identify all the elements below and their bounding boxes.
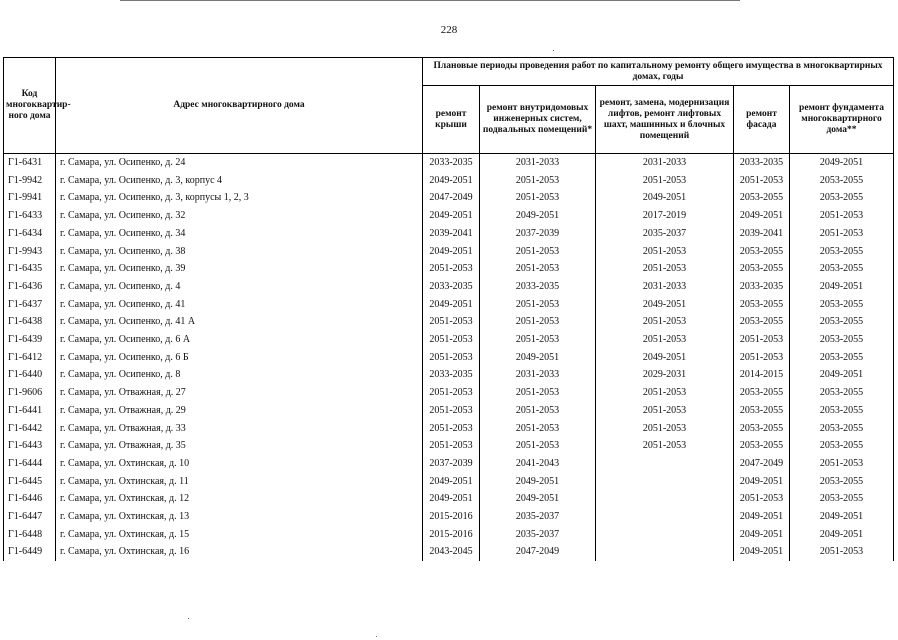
cell-address: г. Самара, ул. Отважная, д. 35 <box>56 437 423 455</box>
cell-foundation: 2053-2055 <box>790 331 894 349</box>
cell-elevators <box>596 526 734 544</box>
cell-elevators: 2029-2031 <box>596 366 734 384</box>
cell-facade: 2047-2049 <box>734 455 790 473</box>
cell-elevators <box>596 473 734 491</box>
cell-foundation: 2053-2055 <box>790 243 894 261</box>
cell-code: Г1-9606 <box>4 384 56 402</box>
header-periods: Плановые периоды проведения работ по капитальному ремонту общего имущества в многоквартирных домах, годы <box>423 58 894 86</box>
cell-roof: 2033-2035 <box>423 366 480 384</box>
table-row <box>4 543 894 561</box>
header-elevators: ремонт, замена, модернизация лифтов, ремонт лифтовых шахт, машинных и блочных помещений <box>596 86 734 154</box>
table-row <box>4 278 894 296</box>
table-row <box>4 260 894 278</box>
cell-code: Г1-6435 <box>4 260 56 278</box>
cell-engineering: 2051-2053 <box>480 402 596 420</box>
cell-foundation: 2053-2055 <box>790 473 894 491</box>
cell-facade: 2049-2051 <box>734 508 790 526</box>
cell-elevators: 2051-2053 <box>596 437 734 455</box>
cell-roof: 2049-2051 <box>423 490 480 508</box>
cell-address: г. Самара, ул. Осипенко, д. 41 А <box>56 313 423 331</box>
cell-code: Г1-6445 <box>4 473 56 491</box>
cell-code: Г1-6448 <box>4 526 56 544</box>
cell-roof: 2051-2053 <box>423 313 480 331</box>
cell-code: Г1-9941 <box>4 189 56 207</box>
cell-foundation: 2053-2055 <box>790 313 894 331</box>
cell-roof: 2047-2049 <box>423 189 480 207</box>
table-row <box>4 296 894 314</box>
cell-elevators: 2051-2053 <box>596 331 734 349</box>
cell-engineering: 2047-2049 <box>480 543 596 561</box>
cell-address: г. Самара, ул. Осипенко, д. 24 <box>56 154 423 172</box>
cell-address: г. Самара, ул. Охтинская, д. 10 <box>56 455 423 473</box>
table-row <box>4 189 894 207</box>
cell-code: Г1-6431 <box>4 154 56 172</box>
cell-code: Г1-6449 <box>4 543 56 561</box>
table-row <box>4 420 894 438</box>
cell-address: г. Самара, ул. Осипенко, д. 6 А <box>56 331 423 349</box>
cell-foundation: 2053-2055 <box>790 296 894 314</box>
cell-engineering: 2051-2053 <box>480 260 596 278</box>
cell-engineering: 2049-2051 <box>480 349 596 367</box>
cell-code: Г1-6436 <box>4 278 56 296</box>
cell-roof: 2051-2053 <box>423 420 480 438</box>
table-row <box>4 225 894 243</box>
cell-engineering: 2033-2035 <box>480 278 596 296</box>
cell-elevators: 2017-2019 <box>596 207 734 225</box>
cell-roof: 2015-2016 <box>423 508 480 526</box>
cell-engineering: 2051-2053 <box>480 296 596 314</box>
top-rule <box>120 0 740 1</box>
cell-elevators: 2049-2051 <box>596 296 734 314</box>
cell-elevators: 2049-2051 <box>596 189 734 207</box>
cell-engineering: 2051-2053 <box>480 172 596 190</box>
cell-facade: 2053-2055 <box>734 437 790 455</box>
cell-address: г. Самара, ул. Отважная, д. 29 <box>56 402 423 420</box>
table-row <box>4 331 894 349</box>
cell-elevators: 2031-2033 <box>596 154 734 172</box>
cell-foundation: 2051-2053 <box>790 225 894 243</box>
cell-address: г. Самара, ул. Осипенко, д. 34 <box>56 225 423 243</box>
table-row <box>4 366 894 384</box>
cell-engineering: 2049-2051 <box>480 490 596 508</box>
scan-speck <box>553 50 554 51</box>
cell-facade: 2049-2051 <box>734 526 790 544</box>
cell-engineering: 2041-2043 <box>480 455 596 473</box>
cell-roof: 2049-2051 <box>423 207 480 225</box>
cell-address: г. Самара, ул. Охтинская, д. 16 <box>56 543 423 561</box>
cell-facade: 2053-2055 <box>734 420 790 438</box>
table-row <box>4 154 894 172</box>
cell-code: Г1-6440 <box>4 366 56 384</box>
cell-roof: 2051-2053 <box>423 349 480 367</box>
cell-roof: 2051-2053 <box>423 260 480 278</box>
cell-address: г. Самара, ул. Осипенко, д. 38 <box>56 243 423 261</box>
cell-facade: 2049-2051 <box>734 473 790 491</box>
cell-facade: 2033-2035 <box>734 278 790 296</box>
cell-facade: 2049-2051 <box>734 207 790 225</box>
cell-elevators: 2049-2051 <box>596 349 734 367</box>
cell-code: Г1-9943 <box>4 243 56 261</box>
cell-engineering: 2031-2033 <box>480 154 596 172</box>
cell-roof: 2015-2016 <box>423 526 480 544</box>
cell-address: г. Самара, ул. Осипенко, д. 41 <box>56 296 423 314</box>
cell-engineering: 2051-2053 <box>480 420 596 438</box>
cell-foundation: 2053-2055 <box>790 490 894 508</box>
cell-code: Г1-6443 <box>4 437 56 455</box>
cell-elevators: 2051-2053 <box>596 402 734 420</box>
table-row <box>4 473 894 491</box>
cell-engineering: 2051-2053 <box>480 384 596 402</box>
cell-facade: 2053-2055 <box>734 189 790 207</box>
scan-speck <box>376 636 377 637</box>
cell-address: г. Самара, ул. Осипенко, д. 4 <box>56 278 423 296</box>
table-row <box>4 455 894 473</box>
cell-facade: 2014-2015 <box>734 366 790 384</box>
cell-foundation: 2053-2055 <box>790 260 894 278</box>
cell-engineering: 2051-2053 <box>480 437 596 455</box>
table-row <box>4 313 894 331</box>
cell-elevators: 2051-2053 <box>596 260 734 278</box>
header-address: Адрес многоквартирного дома <box>56 58 423 154</box>
cell-code: Г1-6444 <box>4 455 56 473</box>
cell-roof: 2049-2051 <box>423 296 480 314</box>
cell-code: Г1-6446 <box>4 490 56 508</box>
cell-address: г. Самара, ул. Осипенко, д. 6 Б <box>56 349 423 367</box>
cell-address: г. Самара, ул. Осипенко, д. 32 <box>56 207 423 225</box>
cell-engineering: 2051-2053 <box>480 331 596 349</box>
cell-code: Г1-6447 <box>4 508 56 526</box>
cell-foundation: 2053-2055 <box>790 349 894 367</box>
cell-engineering: 2051-2053 <box>480 189 596 207</box>
table-row <box>4 402 894 420</box>
cell-address: г. Самара, ул. Отважная, д. 33 <box>56 420 423 438</box>
cell-address: г. Самара, ул. Осипенко, д. 3, корпус 4 <box>56 172 423 190</box>
cell-foundation: 2053-2055 <box>790 189 894 207</box>
cell-address: г. Самара, ул. Охтинская, д. 13 <box>56 508 423 526</box>
cell-facade: 2049-2051 <box>734 543 790 561</box>
cell-engineering: 2049-2051 <box>480 473 596 491</box>
cell-code: Г1-6412 <box>4 349 56 367</box>
table-row <box>4 437 894 455</box>
cell-roof: 2049-2051 <box>423 243 480 261</box>
cell-code: Г1-9942 <box>4 172 56 190</box>
cell-roof: 2043-2045 <box>423 543 480 561</box>
cell-roof: 2049-2051 <box>423 473 480 491</box>
table-row <box>4 526 894 544</box>
cell-code: Г1-6441 <box>4 402 56 420</box>
cell-address: г. Самара, ул. Охтинская, д. 11 <box>56 473 423 491</box>
cell-engineering: 2035-2037 <box>480 526 596 544</box>
cell-code: Г1-6442 <box>4 420 56 438</box>
cell-address: г. Самара, ул. Охтинская, д. 15 <box>56 526 423 544</box>
cell-roof: 2033-2035 <box>423 278 480 296</box>
cell-elevators: 2051-2053 <box>596 420 734 438</box>
cell-foundation: 2053-2055 <box>790 384 894 402</box>
cell-facade: 2033-2035 <box>734 154 790 172</box>
table-row <box>4 384 894 402</box>
cell-engineering: 2035-2037 <box>480 508 596 526</box>
cell-elevators: 2035-2037 <box>596 225 734 243</box>
cell-foundation: 2049-2051 <box>790 278 894 296</box>
cell-foundation: 2053-2055 <box>790 437 894 455</box>
cell-elevators: 2051-2053 <box>596 384 734 402</box>
header-code: Код многоквартир-ного дома <box>4 58 56 154</box>
cell-elevators: 2051-2053 <box>596 172 734 190</box>
cell-engineering: 2051-2053 <box>480 243 596 261</box>
cell-foundation: 2053-2055 <box>790 420 894 438</box>
cell-elevators <box>596 508 734 526</box>
header-engineering: ремонт внутридомовых инженерных систем, подвальных помещений* <box>480 86 596 154</box>
cell-facade: 2053-2055 <box>734 296 790 314</box>
cell-facade: 2051-2053 <box>734 490 790 508</box>
cell-elevators: 2051-2053 <box>596 313 734 331</box>
cell-code: Г1-6439 <box>4 331 56 349</box>
cell-facade: 2053-2055 <box>734 313 790 331</box>
header-foundation: ремонт фундамента многоквартирного дома** <box>790 86 894 154</box>
cell-code: Г1-6434 <box>4 225 56 243</box>
cell-elevators <box>596 455 734 473</box>
cell-foundation: 2049-2051 <box>790 154 894 172</box>
cell-foundation: 2051-2053 <box>790 455 894 473</box>
cell-facade: 2051-2053 <box>734 172 790 190</box>
cell-address: г. Самара, ул. Осипенко, д. 8 <box>56 366 423 384</box>
cell-code: Г1-6438 <box>4 313 56 331</box>
cell-facade: 2053-2055 <box>734 402 790 420</box>
cell-roof: 2051-2053 <box>423 384 480 402</box>
cell-engineering: 2037-2039 <box>480 225 596 243</box>
cell-engineering: 2049-2051 <box>480 207 596 225</box>
cell-facade: 2053-2055 <box>734 384 790 402</box>
cell-roof: 2037-2039 <box>423 455 480 473</box>
cell-elevators: 2051-2053 <box>596 243 734 261</box>
table-header <box>4 58 894 154</box>
cell-roof: 2051-2053 <box>423 437 480 455</box>
cell-foundation: 2049-2051 <box>790 366 894 384</box>
cell-facade: 2053-2055 <box>734 260 790 278</box>
header-roof: ремонт крыши <box>423 86 480 154</box>
repair-schedule-table <box>3 57 894 561</box>
cell-code: Г1-6433 <box>4 207 56 225</box>
cell-foundation: 2049-2051 <box>790 526 894 544</box>
cell-elevators <box>596 490 734 508</box>
page-number: 228 <box>440 24 458 36</box>
scan-speck <box>188 618 189 619</box>
table-row <box>4 243 894 261</box>
cell-facade: 2039-2041 <box>734 225 790 243</box>
cell-elevators: 2031-2033 <box>596 278 734 296</box>
cell-foundation: 2051-2053 <box>790 543 894 561</box>
cell-roof: 2049-2051 <box>423 172 480 190</box>
table-row <box>4 207 894 225</box>
cell-facade: 2053-2055 <box>734 243 790 261</box>
cell-code: Г1-6437 <box>4 296 56 314</box>
cell-foundation: 2053-2055 <box>790 172 894 190</box>
cell-engineering: 2051-2053 <box>480 313 596 331</box>
cell-address: г. Самара, ул. Осипенко, д. 39 <box>56 260 423 278</box>
cell-foundation: 2053-2055 <box>790 402 894 420</box>
table-row <box>4 490 894 508</box>
table-body <box>4 154 894 562</box>
cell-roof: 2051-2053 <box>423 402 480 420</box>
header-facade: ремонт фасада <box>734 86 790 154</box>
cell-address: г. Самара, ул. Отважная, д. 27 <box>56 384 423 402</box>
table-row <box>4 508 894 526</box>
cell-roof: 2039-2041 <box>423 225 480 243</box>
table-row <box>4 172 894 190</box>
cell-elevators <box>596 543 734 561</box>
cell-address: г. Самара, ул. Осипенко, д. 3, корпусы 1, 2, 3 <box>56 189 423 207</box>
cell-address: г. Самара, ул. Охтинская, д. 12 <box>56 490 423 508</box>
table-row <box>4 349 894 367</box>
cell-facade: 2051-2053 <box>734 331 790 349</box>
cell-foundation: 2049-2051 <box>790 508 894 526</box>
cell-roof: 2051-2053 <box>423 331 480 349</box>
cell-roof: 2033-2035 <box>423 154 480 172</box>
cell-foundation: 2051-2053 <box>790 207 894 225</box>
cell-engineering: 2031-2033 <box>480 366 596 384</box>
cell-facade: 2051-2053 <box>734 349 790 367</box>
